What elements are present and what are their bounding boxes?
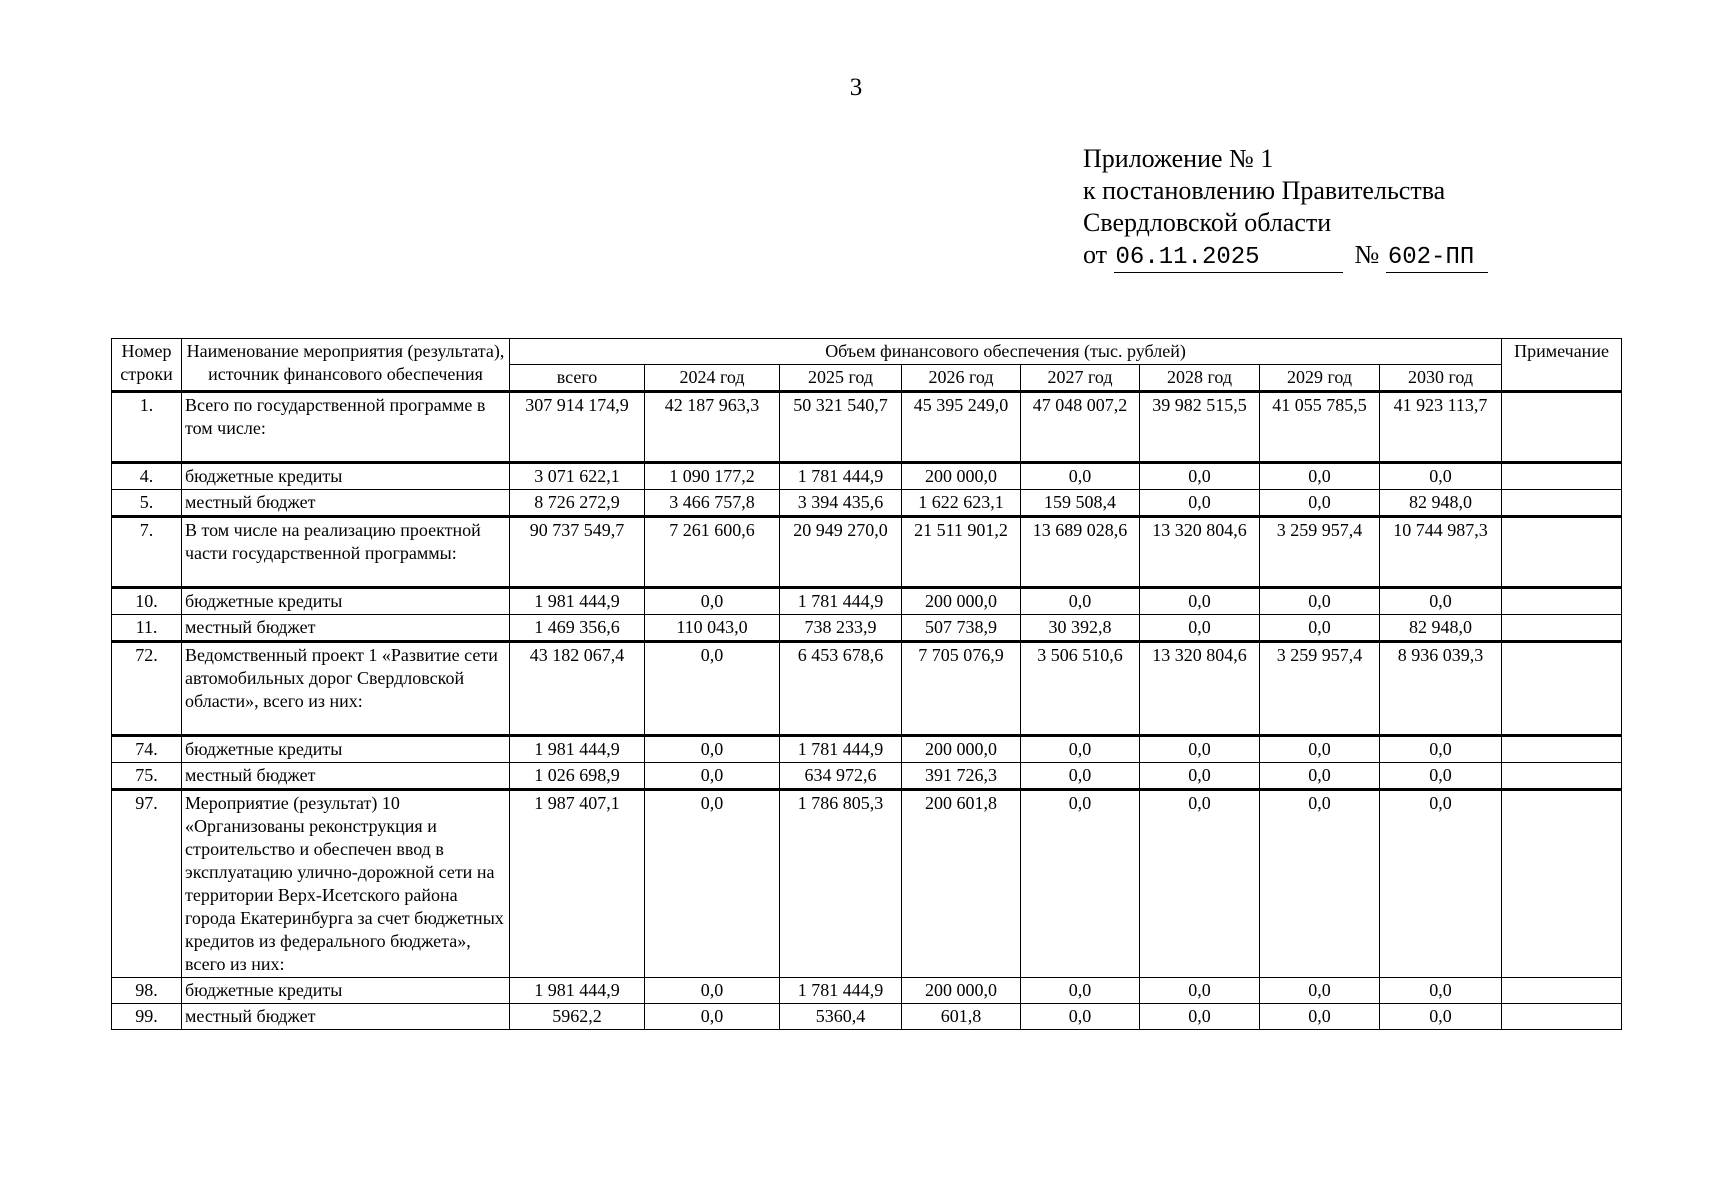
row-note [1502, 615, 1622, 642]
value-2026: 200 000,0 [902, 736, 1021, 763]
row-index: 5. [112, 490, 182, 517]
table-row [112, 978, 1622, 1004]
value-2027: 0,0 [1021, 763, 1140, 790]
value-2025: 1 781 444,9 [780, 463, 902, 490]
value-2025: 1 786 805,3 [780, 790, 902, 978]
row-name: местный бюджет [182, 763, 510, 790]
table-header [112, 339, 1622, 392]
row-index: 99. [112, 1004, 182, 1030]
table-row [112, 463, 1622, 490]
value-2030: 0,0 [1380, 1004, 1502, 1030]
appendix-region: Свердловской области [1083, 208, 1332, 237]
value-2027: 47 048 007,2 [1021, 392, 1140, 463]
value-2026: 45 395 249,0 [902, 392, 1021, 463]
value-2027: 0,0 [1021, 1004, 1140, 1030]
header-total: всего [510, 365, 645, 392]
value-2029: 0,0 [1260, 978, 1380, 1004]
value-2026: 21 511 901,2 [902, 517, 1021, 588]
row-note [1502, 392, 1622, 463]
row-index: 1. [112, 392, 182, 463]
value-2030: 8 936 039,3 [1380, 642, 1502, 736]
value-total: 5962,2 [510, 1004, 645, 1030]
value-2028: 0,0 [1140, 463, 1260, 490]
value-2027: 0,0 [1021, 463, 1140, 490]
value-2024: 7 261 600,6 [645, 517, 780, 588]
value-2024: 0,0 [645, 1004, 780, 1030]
table-row [112, 615, 1622, 642]
resolution-date: 06.11.2025 [1114, 244, 1343, 273]
table-row [112, 1004, 1622, 1030]
value-2027: 30 392,8 [1021, 615, 1140, 642]
value-2028: 0,0 [1140, 490, 1260, 517]
value-2029: 0,0 [1260, 736, 1380, 763]
value-2030: 82 948,0 [1380, 615, 1502, 642]
header-funding-group: Объем финансового обеспечения (тыс. рублей) [510, 339, 1502, 365]
value-2025: 738 233,9 [780, 615, 902, 642]
row-note [1502, 1004, 1622, 1030]
value-2026: 601,8 [902, 1004, 1021, 1030]
value-total: 43 182 067,4 [510, 642, 645, 736]
value-2026: 7 705 076,9 [902, 642, 1021, 736]
row-name: бюджетные кредиты [182, 463, 510, 490]
value-2025: 6 453 678,6 [780, 642, 902, 736]
row-note [1502, 490, 1622, 517]
value-2030: 82 948,0 [1380, 490, 1502, 517]
value-2030: 0,0 [1380, 978, 1502, 1004]
header-row-number: Номер строки [112, 339, 182, 392]
header-year-2024: 2024 год [645, 365, 780, 392]
value-2030: 10 744 987,3 [1380, 517, 1502, 588]
table-row [112, 517, 1622, 588]
value-2030: 41 923 113,7 [1380, 392, 1502, 463]
header-note: Примечание [1502, 339, 1622, 392]
from-label: от [1083, 240, 1108, 269]
row-index: 97. [112, 790, 182, 978]
table-row [112, 490, 1622, 517]
value-total: 90 737 549,7 [510, 517, 645, 588]
value-2024: 0,0 [645, 763, 780, 790]
page-number: 3 [849, 74, 863, 101]
row-name: бюджетные кредиты [182, 736, 510, 763]
value-2026: 507 738,9 [902, 615, 1021, 642]
value-2025: 1 781 444,9 [780, 978, 902, 1004]
row-note [1502, 763, 1622, 790]
table-row [112, 790, 1622, 978]
row-note [1502, 588, 1622, 615]
row-index: 7. [112, 517, 182, 588]
value-2028: 0,0 [1140, 790, 1260, 978]
value-2026: 200 000,0 [902, 463, 1021, 490]
value-2027: 3 506 510,6 [1021, 642, 1140, 736]
row-name: Ведомственный проект 1 «Развитие сети автомобильных дорог Свердловской области», всего из них: [182, 642, 510, 736]
row-name: Мероприятие (результат) 10 «Организованы реконструкция и строительство и обеспечен ввод в эксплуатацию улично-дорожной сети на территории Верх-Исетского района города Екатеринбурга за счет бюджетных кредитов из федерального бюджета», всего из них: [182, 790, 510, 978]
row-name: Всего по государственной программе в том числе: [182, 392, 510, 463]
value-total: 8 726 272,9 [510, 490, 645, 517]
funding-table-wrapper [111, 338, 1621, 1030]
value-2028: 0,0 [1140, 736, 1260, 763]
value-2026: 391 726,3 [902, 763, 1021, 790]
value-2027: 13 689 028,6 [1021, 517, 1140, 588]
resolution-number: 602-ПП [1386, 244, 1488, 273]
table-row [112, 588, 1622, 615]
row-index: 4. [112, 463, 182, 490]
value-2025: 1 781 444,9 [780, 736, 902, 763]
row-note [1502, 463, 1622, 490]
value-2027: 0,0 [1021, 588, 1140, 615]
value-2024: 0,0 [645, 978, 780, 1004]
value-2024: 110 043,0 [645, 615, 780, 642]
value-2025: 1 781 444,9 [780, 588, 902, 615]
value-2029: 0,0 [1260, 1004, 1380, 1030]
value-2024: 42 187 963,3 [645, 392, 780, 463]
value-2028: 0,0 [1140, 588, 1260, 615]
value-2025: 20 949 270,0 [780, 517, 902, 588]
value-2026: 1 622 623,1 [902, 490, 1021, 517]
row-name: бюджетные кредиты [182, 978, 510, 1004]
row-name: В том числе на реализацию проектной части государственной программы: [182, 517, 510, 588]
value-2024: 0,0 [645, 736, 780, 763]
row-note [1502, 517, 1622, 588]
value-2026: 200 000,0 [902, 978, 1021, 1004]
appendix-resolution: к постановлению Правительства [1083, 176, 1446, 205]
row-index: 75. [112, 763, 182, 790]
value-2030: 0,0 [1380, 588, 1502, 615]
value-2027: 0,0 [1021, 978, 1140, 1004]
table-row [112, 763, 1622, 790]
appendix-date-number [1083, 239, 1488, 273]
value-2028: 0,0 [1140, 978, 1260, 1004]
header-year-2028: 2028 год [1140, 365, 1260, 392]
value-total: 307 914 174,9 [510, 392, 645, 463]
value-2024: 3 466 757,8 [645, 490, 780, 517]
header-year-2030: 2030 год [1380, 365, 1502, 392]
value-2027: 0,0 [1021, 790, 1140, 978]
row-name: местный бюджет [182, 1004, 510, 1030]
value-2029: 3 259 957,4 [1260, 642, 1380, 736]
value-2024: 0,0 [645, 588, 780, 615]
value-2024: 1 090 177,2 [645, 463, 780, 490]
value-2026: 200 601,8 [902, 790, 1021, 978]
row-name: местный бюджет [182, 615, 510, 642]
value-2029: 41 055 785,5 [1260, 392, 1380, 463]
value-2028: 0,0 [1140, 1004, 1260, 1030]
value-2029: 0,0 [1260, 463, 1380, 490]
value-2025: 5360,4 [780, 1004, 902, 1030]
row-note [1502, 736, 1622, 763]
value-total: 1 981 444,9 [510, 978, 645, 1004]
table-row [112, 642, 1622, 736]
value-2029: 0,0 [1260, 490, 1380, 517]
row-index: 72. [112, 642, 182, 736]
value-2024: 0,0 [645, 642, 780, 736]
header-year-2029: 2029 год [1260, 365, 1380, 392]
row-note [1502, 642, 1622, 736]
value-2024: 0,0 [645, 790, 780, 978]
value-2030: 0,0 [1380, 736, 1502, 763]
value-2027: 159 508,4 [1021, 490, 1140, 517]
value-total: 1 026 698,9 [510, 763, 645, 790]
number-label: № [1354, 240, 1380, 269]
table-row [112, 736, 1622, 763]
value-2030: 0,0 [1380, 790, 1502, 978]
value-2026: 200 000,0 [902, 588, 1021, 615]
value-total: 1 981 444,9 [510, 588, 645, 615]
value-2030: 0,0 [1380, 763, 1502, 790]
value-total: 1 987 407,1 [510, 790, 645, 978]
table-body [112, 392, 1622, 1030]
value-2029: 0,0 [1260, 763, 1380, 790]
value-2025: 3 394 435,6 [780, 490, 902, 517]
value-2029: 0,0 [1260, 615, 1380, 642]
value-2027: 0,0 [1021, 736, 1140, 763]
row-note [1502, 978, 1622, 1004]
value-2028: 0,0 [1140, 763, 1260, 790]
row-name: бюджетные кредиты [182, 588, 510, 615]
header-year-2027: 2027 год [1021, 365, 1140, 392]
value-total: 1 981 444,9 [510, 736, 645, 763]
appendix-title: Приложение № 1 [1083, 144, 1274, 173]
value-2028: 0,0 [1140, 615, 1260, 642]
header-name: Наименование мероприятия (результата), источник финансового обеспечения [182, 339, 510, 392]
row-note [1502, 790, 1622, 978]
value-total: 1 469 356,6 [510, 615, 645, 642]
value-2025: 50 321 540,7 [780, 392, 902, 463]
value-2029: 3 259 957,4 [1260, 517, 1380, 588]
value-2028: 39 982 515,5 [1140, 392, 1260, 463]
row-index: 98. [112, 978, 182, 1004]
value-2025: 634 972,6 [780, 763, 902, 790]
row-name: местный бюджет [182, 490, 510, 517]
value-2030: 0,0 [1380, 463, 1502, 490]
row-index: 10. [112, 588, 182, 615]
row-index: 11. [112, 615, 182, 642]
value-2028: 13 320 804,6 [1140, 517, 1260, 588]
value-2029: 0,0 [1260, 790, 1380, 978]
funding-table [111, 338, 1622, 1030]
value-total: 3 071 622,1 [510, 463, 645, 490]
value-2028: 13 320 804,6 [1140, 642, 1260, 736]
row-index: 74. [112, 736, 182, 763]
header-year-2025: 2025 год [780, 365, 902, 392]
appendix-header [1083, 143, 1488, 273]
value-2029: 0,0 [1260, 588, 1380, 615]
header-year-2026: 2026 год [902, 365, 1021, 392]
table-row [112, 392, 1622, 463]
